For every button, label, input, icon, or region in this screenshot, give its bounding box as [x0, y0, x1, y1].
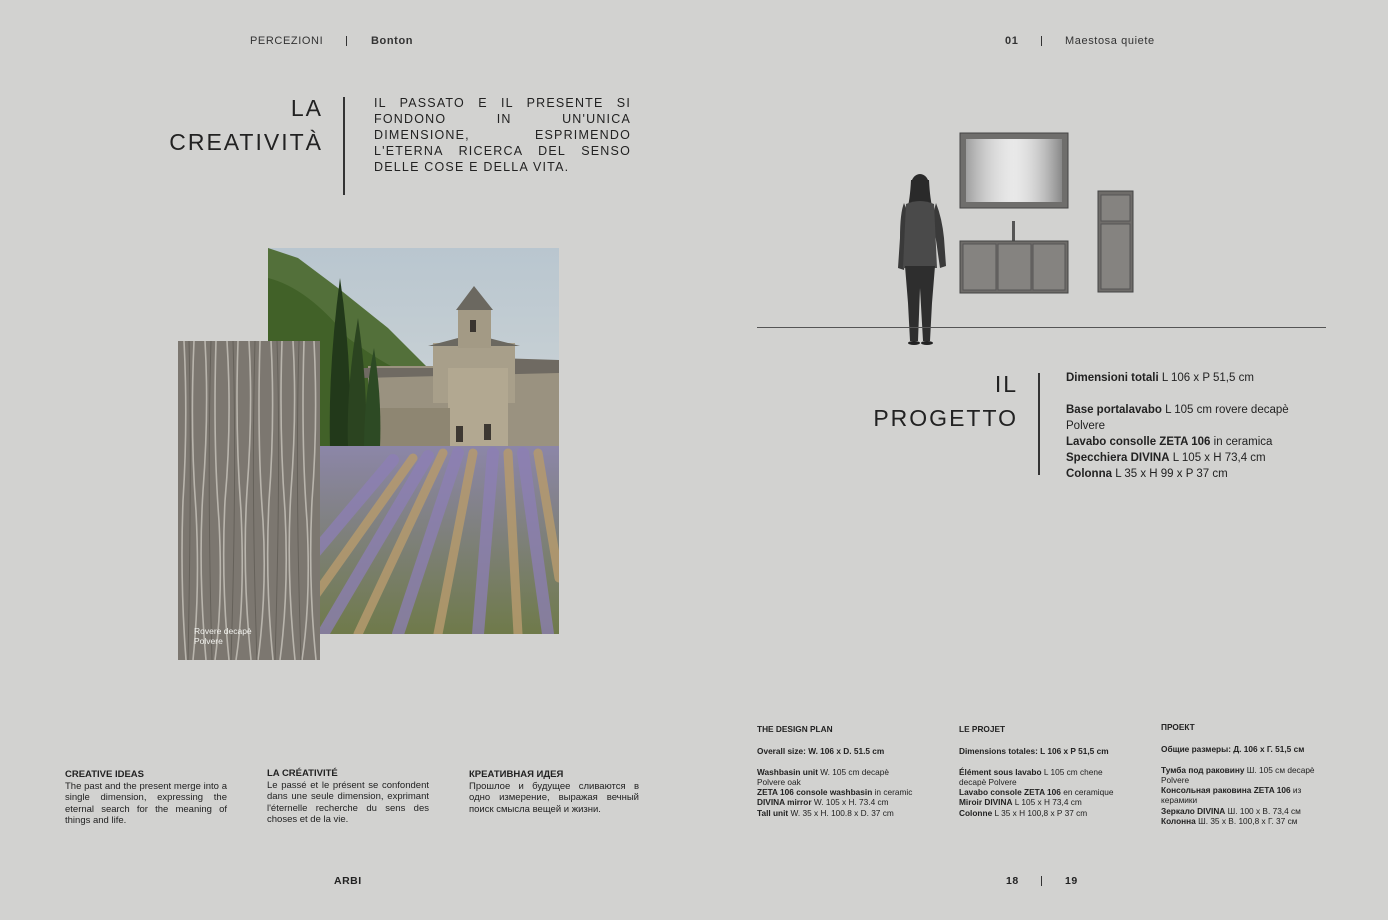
vanity-unit-icon — [960, 241, 1068, 293]
title-divider — [343, 97, 345, 195]
translation-french: LA CRÉATIVITÉ Le passé et le présent se confondent dans une seule dimension, exprimant l'éternelle recherche du sens des choses et de la vie. — [267, 768, 429, 825]
design-plan-french: LE PROJET Dimensions totales: L 106 x P 51,5 cm Élément sous lavabo L 105 cm chene decapè Polvere Lavabo console ZETA 106 en ceramique Miroir DIVINA L 105 x H 73,4 cm Colonne L 35 x H 100,8 x P 37 cm — [959, 724, 1114, 818]
project-specs — [1066, 370, 1316, 482]
brand-footer: ARBI — [334, 875, 362, 887]
page-number-right: 19 — [1065, 875, 1078, 887]
floor-line — [757, 327, 1326, 328]
header-divider — [1041, 36, 1042, 46]
creativity-title: LA CREATIVITÀ — [169, 95, 323, 155]
header-divider — [346, 36, 347, 46]
tall-column-icon — [1098, 191, 1133, 292]
design-plan-english: THE DESIGN PLAN Overall size: W. 106 x D. 51.5 cm Washbasin unit W. 105 cm decapè Polvere oak ZETA 106 console washbasin in ceramic DIVINA mirror W. 105 x H. 73.4 cm Tall unit W. 35 x H. 100.8 x D. 37 cm — [757, 724, 913, 818]
spec-line: Dimensioni totali L 106 x P 51,5 cm — [1066, 372, 1254, 384]
translation-english: CREATIVE IDEAS The past and the present merge into a single dimension, expressing the eternal search for the meaning of things and life. — [65, 769, 227, 826]
title-divider — [1038, 373, 1040, 475]
page-number-left: 18 — [1006, 875, 1019, 887]
spec-line: Colonna L 35 x H 99 x P 37 cm — [1066, 468, 1228, 480]
chapter-subtitle: Maestosa quiete — [1065, 35, 1155, 47]
person-figure-icon — [898, 174, 946, 345]
spec-line: Lavabo consolle ZETA 106 in ceramica — [1066, 436, 1273, 448]
design-plan-russian: ПРОЕКТ Общие размеры: Д. 106 x Г. 51,5 см Тумба под раковину Ш. 105 см decapè Polvere Консольная раковина ZETA 106 из керамики Зеркало DIVINA Ш. 100 x В. 73,4 см Колонна Ш. 35 x В. 100,8 x Г. 37 см — [1161, 722, 1315, 827]
spec-line: Base portalavabo L 105 cm rovere decapè Polvere — [1066, 404, 1289, 432]
footer-divider — [1041, 876, 1042, 886]
swatch-caption: Rovere decapè Polvere — [194, 626, 252, 646]
collection-label: Bonton — [371, 35, 414, 47]
project-title: IL PROGETTO — [873, 371, 1018, 431]
chapter-number: 01 — [1005, 35, 1019, 47]
mirror-icon — [960, 133, 1068, 208]
section-label: PERCEZIONI — [250, 35, 324, 47]
product-illustration — [890, 128, 1140, 350]
translation-russian: КРЕАТИВНАЯ ИДЕЯ Прошлое и будущее сливаются в одно измерение, выражая вечный поиск смысла вещей и жизни. — [469, 769, 639, 815]
wood-swatch — [178, 341, 320, 660]
spec-line: Specchiera DIVINA L 105 x H 73,4 cm — [1066, 452, 1266, 464]
creativity-intro: IL PASSATO E IL PRESENTE SI FONDONO IN UN'UNICA DIMENSIONE, ESPRIMENDO L'ETERNA RICERCA DEL SENSO DELLE COSE E DELLA VITA. — [374, 96, 631, 174]
